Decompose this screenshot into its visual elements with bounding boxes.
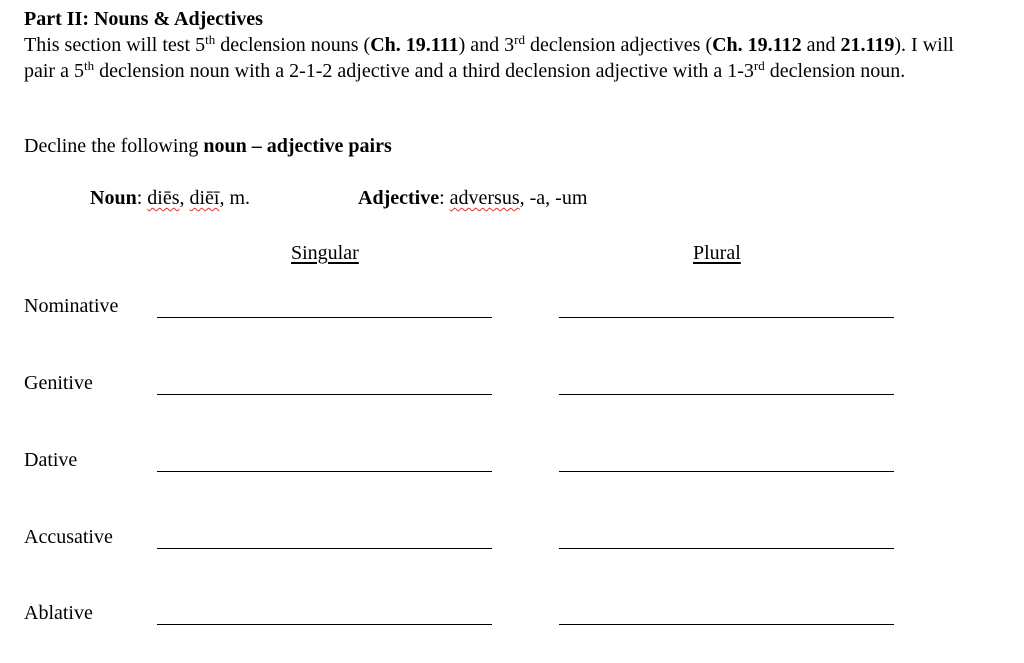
adjective-spec bbox=[358, 187, 587, 210]
instruction-text: Decline the following bbox=[24, 135, 204, 157]
noun-spec bbox=[90, 187, 250, 210]
section-title bbox=[24, 8, 263, 31]
instruction-emphasis: noun – adjective pairs bbox=[203, 135, 392, 157]
intro-text: declension noun. bbox=[764, 59, 906, 82]
chapter-ref: 21.119 bbox=[840, 34, 895, 56]
intro-text: declension adjectives ( bbox=[524, 34, 713, 56]
genitive-singular-blank[interactable] bbox=[157, 394, 492, 395]
ablative-singular-blank[interactable] bbox=[157, 624, 492, 625]
intro-text: This section will test 5 bbox=[24, 34, 206, 56]
dative-plural-blank[interactable] bbox=[559, 471, 894, 472]
intro-text: ). I will pair a 5 bbox=[24, 34, 954, 82]
accusative-plural-blank[interactable] bbox=[559, 548, 894, 549]
case-label-nominative: Nominative bbox=[24, 295, 119, 317]
case-label-dative: Dative bbox=[24, 449, 78, 471]
instruction-line bbox=[24, 135, 392, 158]
noun-label: Noun bbox=[90, 187, 137, 209]
separator: : bbox=[439, 187, 450, 209]
noun-gender: , m. bbox=[219, 187, 251, 209]
plural-column-header: Plural bbox=[693, 242, 741, 264]
title-part-label: Part II bbox=[24, 8, 83, 30]
adjective-endings: , -a, -um bbox=[519, 187, 588, 209]
case-label-ablative: Ablative bbox=[24, 602, 93, 624]
ordinal-suffix: th bbox=[83, 57, 95, 73]
nominative-singular-blank[interactable] bbox=[157, 317, 492, 318]
intro-text: ) and 3 bbox=[458, 34, 515, 56]
dative-singular-blank[interactable] bbox=[157, 471, 492, 472]
adjective-label: Adjective bbox=[358, 187, 440, 209]
case-label-genitive: Genitive bbox=[24, 372, 93, 394]
ablative-plural-blank[interactable] bbox=[559, 624, 894, 625]
genitive-plural-blank[interactable] bbox=[559, 394, 894, 395]
title-topic: : Nouns & Adjectives bbox=[82, 8, 263, 30]
chapter-ref: Ch. 19.112 bbox=[712, 34, 802, 56]
ordinal-suffix: rd bbox=[514, 32, 525, 47]
intro-text: and bbox=[801, 34, 841, 56]
separator: : bbox=[136, 187, 148, 209]
accusative-singular-blank[interactable] bbox=[157, 548, 492, 549]
separator: , bbox=[179, 187, 190, 209]
nominative-plural-blank[interactable] bbox=[559, 317, 894, 318]
noun-nominative-form: diēs bbox=[147, 187, 180, 209]
intro-paragraph bbox=[24, 33, 984, 84]
intro-text: declension noun with a 2-1-2 adjective and a third declension adjective with a 1-3 bbox=[94, 59, 754, 82]
chapter-ref: Ch. 19.111 bbox=[370, 34, 459, 56]
adjective-form: adversus bbox=[449, 187, 520, 209]
case-label-accusative: Accusative bbox=[24, 526, 113, 548]
ordinal-suffix: rd bbox=[753, 57, 765, 73]
noun-genitive-form: diēī bbox=[189, 187, 220, 209]
intro-text: declension nouns ( bbox=[215, 34, 371, 56]
ordinal-suffix: th bbox=[205, 32, 216, 47]
singular-column-header: Singular bbox=[291, 242, 359, 264]
